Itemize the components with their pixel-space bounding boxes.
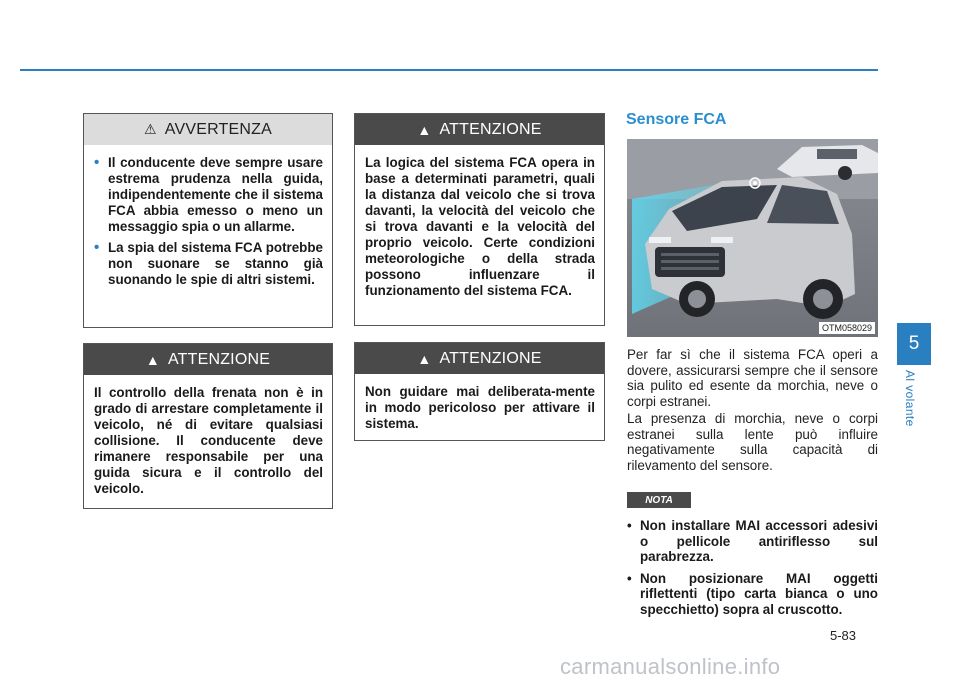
caution-box-braking [83, 343, 333, 509]
caution-box-header [355, 114, 604, 145]
caution-box-title: ATTENZIONE [167, 350, 271, 368]
suv-illustration [627, 139, 878, 337]
section-title: Sensore FCA [626, 111, 727, 128]
caution-box-title: ATTENZIONE [439, 349, 542, 367]
paragraph: La presenza di morchia, neve o corpi estranei sulla lente può influire negativamente sulla capacità di rilevamento del sensore. [627, 411, 878, 473]
warning-box [83, 113, 333, 328]
caution-box-logic [354, 113, 605, 326]
caution-box-header [84, 344, 332, 375]
warning-box-title: AVVERTENZA [164, 120, 272, 138]
chapter-label: Al volante [903, 370, 917, 427]
nota-item: • Non posizionare MAI oggetti riflettenti (tipo carta bianca o uno specchietto) sopra al cruscotto. [627, 571, 878, 618]
warning-triangle-icon: ▲ [417, 121, 432, 138]
warning-triangle-icon: ▲ [145, 351, 160, 368]
caution-box-text: Non guidare mai deliberata-mente in modo pericoloso per attivare il sistema. [365, 384, 595, 431]
chapter-tab: 5 [897, 323, 931, 365]
caution-box-driving [354, 342, 605, 441]
caution-box-text: La logica del sistema FCA opera in base a determinati parametri, quali la distanza dal veicolo che si trova davanti, la velocità del veicolo che si trova davanti e la velocità del proprio veicolo. Certe condizioni meteorologiche o della strada possono influenzare il funzionamento del sistema FCA. [365, 155, 595, 298]
caution-box-text: Il controllo della frenata non è in grado di arrestare completamente il veicolo, né di evitare qualsiasi collisione. Il conducente deve rimanere responsabile per una guida sicura e il controllo del veicolo. [94, 385, 323, 496]
warning-box-header [84, 114, 332, 145]
image-code: OTM058029 [819, 322, 875, 334]
sensor-photo [627, 139, 878, 337]
top-rule [20, 69, 878, 71]
caution-box-header [355, 343, 604, 374]
caution-box-title: ATTENZIONE [439, 120, 542, 138]
warning-item: • La spia del sistema FCA potrebbe non suonare se stanno già suonando le spie di altri sistemi. [94, 240, 323, 288]
nota-label: NOTA [627, 492, 691, 508]
warning-triangle-icon: ▲ [417, 350, 432, 367]
warning-triangle-icon: ⚠ [144, 121, 157, 137]
warning-item: • Il conducente deve sempre usare estrema prudenza nella guida, indipendentemente che il sistema FCA abbia emesso o meno un messaggio spia o un allarme. [94, 155, 323, 235]
paragraph: Per far sì che il sistema FCA operi a dovere, assicurarsi sempre che il sensore sia pulito ed esente da morchia, neve o corpi estranei. [627, 347, 878, 409]
nota-item: • Non installare MAI accessori adesivi o pellicole antiriflesso sul parabrezza. [627, 518, 878, 565]
warning-box-body [84, 145, 332, 301]
page-number: 5-83 [830, 628, 857, 643]
watermark-bottom[interactable]: carmanualsonline.info [560, 654, 781, 679]
nota-list [627, 518, 878, 623]
